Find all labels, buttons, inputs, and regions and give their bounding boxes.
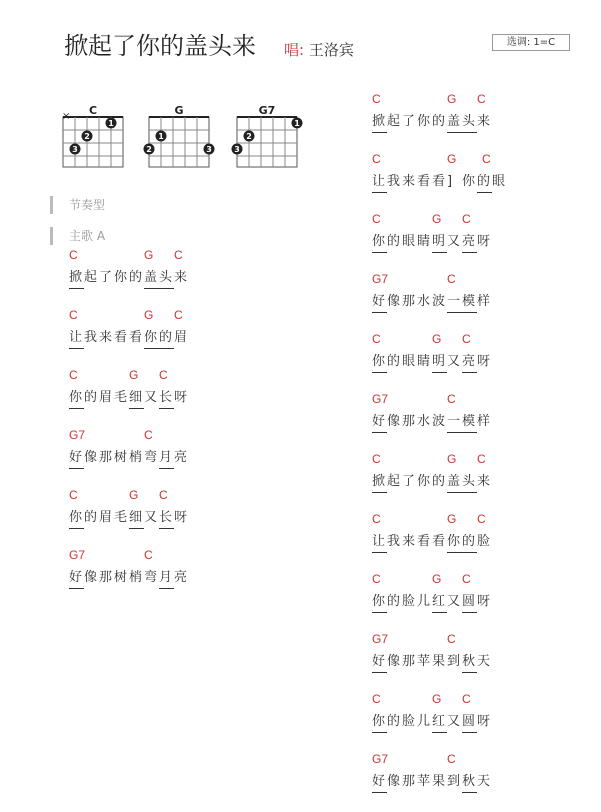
lyric-char: 的 (84, 510, 98, 525)
lyric-char: 弯 (144, 450, 158, 465)
chord-label: C (69, 488, 78, 502)
lyric-char: 你 (69, 508, 84, 529)
chord-label: C (462, 332, 471, 346)
lyric-char: 样 (477, 414, 491, 429)
finger-label: 3 (234, 145, 240, 154)
lyric-char: 掀 (372, 112, 387, 133)
lyric-char: 样 (477, 294, 491, 309)
lyric-char: 红 (432, 592, 447, 613)
lyric-char: 细 (129, 388, 144, 409)
chord-label: C (159, 368, 168, 382)
lyric-char: 你 (144, 328, 159, 349)
lyric-char: 像 (387, 294, 401, 309)
chord-line (372, 452, 507, 468)
lyric-char: 呀 (477, 354, 491, 369)
lyric-char: 来 (402, 174, 416, 189)
chord-label: G (129, 488, 139, 502)
lyric-char: 了 (402, 114, 416, 129)
left-column (69, 248, 189, 608)
lyric-char: 看 (432, 174, 446, 189)
chord-line (69, 488, 189, 504)
chord-line (372, 752, 507, 768)
lyric-line (69, 324, 189, 368)
lyric-char: 苹 (417, 774, 431, 789)
lyric-char: 掀 (372, 472, 387, 493)
chord-line (372, 572, 507, 588)
lyric-line (69, 384, 189, 428)
chord-line (372, 92, 507, 108)
lyric-char: 的 (462, 532, 477, 553)
lyric-char: 又 (447, 234, 461, 249)
chord-line (372, 212, 507, 228)
lyric-line (372, 408, 507, 452)
lyric-line (372, 648, 507, 692)
lyric-char: 梢 (129, 450, 143, 465)
lyric-char: 的 (129, 270, 143, 285)
lyric-char: 让 (69, 328, 84, 349)
lyric-char: 好 (69, 568, 84, 589)
lyric-char: 你 (114, 270, 128, 285)
chord-diagram-g (146, 104, 212, 178)
chord-line (69, 548, 189, 564)
lyric-char: 水 (417, 414, 431, 429)
lyric-char: 你 (69, 388, 84, 409)
lyric-line (372, 288, 507, 332)
lyric-char: 儿 (417, 714, 431, 729)
lyric-char: 到 (447, 774, 461, 789)
finger-label: 2 (146, 145, 152, 154)
chord-name: C (88, 104, 98, 117)
lyric-char: 圆 (462, 712, 477, 733)
lyric-char: 弯 (144, 570, 158, 585)
chord-label: C (69, 308, 78, 322)
singer-label: 唱: (284, 41, 305, 59)
lyric-char: 看 (432, 534, 446, 549)
mute-mark: × (62, 111, 71, 122)
lyric-char: 的 (432, 474, 446, 489)
lyric-char: 又 (447, 594, 461, 609)
lyric-char: 脸 (402, 714, 416, 729)
chord-label: C (447, 632, 456, 646)
chord-line (69, 308, 189, 324)
lyric-char: 眼 (402, 354, 416, 369)
lyric-char: 我 (387, 174, 401, 189)
finger-label: 2 (84, 132, 90, 141)
lyric-char: 树 (114, 570, 128, 585)
lyric-char: 眼 (492, 174, 506, 189)
lyric-char: 那 (402, 414, 416, 429)
chord-label: C (477, 92, 486, 106)
lyric-char: 月 (159, 448, 174, 469)
lyric-char: 头 (462, 112, 477, 133)
chord-label: G7 (372, 632, 389, 646)
chord-label: G (144, 248, 154, 262)
lyric-line (372, 168, 507, 212)
chord-line (372, 332, 507, 348)
lyric-char: 呀 (477, 714, 491, 729)
lyric-char: 我 (84, 330, 98, 345)
lyric-line (69, 264, 189, 308)
chord-label: C (372, 212, 381, 226)
lyric-char: 看 (417, 174, 431, 189)
lyric-char: 明 (432, 352, 447, 373)
lyric-char: 的 (159, 328, 174, 349)
chord-label: C (372, 452, 381, 466)
chord-label: G (144, 308, 154, 322)
lyric-char: 眉 (174, 330, 188, 345)
chord-label: C (372, 572, 381, 586)
song-title: 掀起了你的盖头来 (64, 32, 256, 60)
lyric-line (372, 108, 507, 152)
finger-label: 3 (72, 145, 78, 154)
lyric-char: 又 (144, 510, 158, 525)
lyric-char: 那 (99, 570, 113, 585)
lyric-char: 看 (114, 330, 128, 345)
lyric-char: 来 (477, 474, 491, 489)
lyric-char: 来 (477, 114, 491, 129)
lyric-char: 毛 (114, 510, 128, 525)
lyric-char: 亮 (174, 450, 188, 465)
lyric-char: 你 (447, 532, 462, 553)
lyric-char: 那 (99, 450, 113, 465)
lyric-char: 又 (447, 714, 461, 729)
lyric-char: 了 (99, 270, 113, 285)
chord-label: G (432, 332, 442, 346)
lyric-char: 一 (447, 412, 462, 433)
lyric-char: 水 (417, 294, 431, 309)
lyric-char: 明 (432, 232, 447, 253)
chord-line (69, 248, 189, 264)
lyric-char: 毛 (114, 390, 128, 405)
chord-label: C (477, 452, 486, 466)
lyric-line (372, 588, 507, 632)
chord-label: C (372, 152, 381, 166)
singer (284, 43, 354, 58)
lyric-char: 果 (432, 654, 446, 669)
chord-label: C (372, 332, 381, 346)
chord-label: C (174, 248, 183, 262)
lyric-char: 看 (417, 534, 431, 549)
lyric-char: 苹 (417, 654, 431, 669)
chord-label: G7 (69, 428, 86, 442)
finger-label: 1 (294, 119, 300, 128)
chord-label: G (432, 212, 442, 226)
lyric-char: 看 (129, 330, 143, 345)
section-verse-a: 主歌 A (50, 227, 105, 245)
lyric-char: 你 (372, 592, 387, 613)
lyric-line (372, 348, 507, 392)
chord-label: G (447, 152, 457, 166)
lyric-line (372, 528, 507, 572)
finger-label: 1 (158, 132, 164, 141)
lyric-char: 像 (387, 414, 401, 429)
chord-label: C (447, 272, 456, 286)
chord-line (69, 368, 189, 384)
lyric-char: 你 (417, 474, 431, 489)
finger-label: 2 (246, 132, 252, 141)
lyric-char: 的 (387, 714, 401, 729)
lyric-char: 长 (159, 508, 174, 529)
lyric-char: 模 (462, 292, 477, 313)
lyric-char: 秋 (462, 652, 477, 673)
chord-line (372, 512, 507, 528)
lyric-char: 的 (387, 234, 401, 249)
chord-label: G (129, 368, 139, 382)
lyric-line (69, 444, 189, 488)
chord-grid (236, 116, 298, 172)
lyric-line (372, 468, 507, 512)
chord-label: C (372, 692, 381, 706)
lyric-char: 好 (372, 292, 387, 313)
chord-label: C (447, 392, 456, 406)
chord-label: G (447, 452, 457, 466)
chord-label: C (174, 308, 183, 322)
lyric-char: 来 (402, 534, 416, 549)
chord-label: C (482, 152, 491, 166)
lyric-char: 像 (84, 450, 98, 465)
lyric-char: 呀 (174, 510, 188, 525)
chord-label: G (447, 512, 457, 526)
lyric-char: 脸 (477, 534, 491, 549)
lyric-char: 你 (462, 174, 476, 189)
chord-label: G (432, 692, 442, 706)
lyric-line (69, 564, 189, 608)
lyric-char: 了 (402, 474, 416, 489)
chord-diagram-g7 (234, 104, 300, 178)
chord-grid (62, 111, 124, 172)
lyric-char: 起 (84, 270, 98, 285)
lyric-char: 那 (402, 294, 416, 309)
lyric-char: 头 (462, 472, 477, 493)
chord-label: G (447, 92, 457, 106)
lyric-char: 秋 (462, 772, 477, 793)
chord-line (372, 272, 507, 288)
lyric-line (69, 504, 189, 548)
lyric-char: 梢 (129, 570, 143, 585)
chord-line (372, 692, 507, 708)
lyric-char: 起 (387, 114, 401, 129)
lyric-char: 天 (477, 654, 491, 669)
lyric-char: 你 (372, 232, 387, 253)
section-rhythm: 节奏型 (50, 196, 105, 214)
chord-grid (148, 116, 210, 172)
lyric-char: 细 (129, 508, 144, 529)
lyric-char: 眉 (99, 390, 113, 405)
lyric-char: 那 (402, 774, 416, 789)
lyric-char: 好 (372, 772, 387, 793)
lyric-char: 儿 (417, 594, 431, 609)
lyric-char: 的 (432, 114, 446, 129)
right-column (372, 92, 507, 812)
lyric-char: 的 (387, 594, 401, 609)
lyric-char: 月 (159, 568, 174, 589)
lyric-char: 盖 (144, 268, 159, 289)
lyric-char: 亮 (462, 352, 477, 373)
lyric-char: 呀 (477, 234, 491, 249)
lyric-char: 亮 (462, 232, 477, 253)
lyric-char: 呀 (174, 390, 188, 405)
lyric-char: 睛 (417, 234, 431, 249)
chord-label: C (159, 488, 168, 502)
lyric-char: 波 (432, 414, 446, 429)
lyric-char: 来 (99, 330, 113, 345)
lyric-char: 好 (372, 652, 387, 673)
lyric-char: 起 (387, 474, 401, 489)
chord-label: C (69, 248, 78, 262)
key-selector[interactable]: 选调: 1=C (492, 34, 570, 51)
lyric-char: 眼 (402, 234, 416, 249)
chord-name: G (174, 104, 184, 117)
lyric-char: 的 (477, 172, 492, 193)
lyric-char: 你 (372, 352, 387, 373)
lyric-char: 来 (174, 270, 188, 285)
chord-line (372, 152, 507, 168)
finger-label: 1 (108, 119, 114, 128)
lyric-char: 一 (447, 292, 462, 313)
lyric-line (372, 228, 507, 272)
lyric-char: 亮 (174, 570, 188, 585)
chord-label: G7 (69, 548, 86, 562)
lyric-line (372, 768, 507, 812)
finger-label: 3 (206, 145, 212, 154)
lyric-char: 好 (69, 448, 84, 469)
lyric-char: 像 (84, 570, 98, 585)
chord-line (69, 428, 189, 444)
lyric-char: 盖 (447, 112, 462, 133)
lyric-char: 掀 (69, 268, 84, 289)
lyric-char: 让 (372, 172, 387, 193)
lyric-char: 像 (387, 774, 401, 789)
lyric-char: 又 (144, 390, 158, 405)
chord-label: C (144, 548, 153, 562)
lyric-char: 眉 (99, 510, 113, 525)
chord-diagram-c (62, 104, 126, 178)
chord-line (372, 632, 507, 648)
chord-label: C (144, 428, 153, 442)
chord-label: C (462, 692, 471, 706)
chord-label: C (477, 512, 486, 526)
lyric-char: 脸 (402, 594, 416, 609)
lyric-char: 睛 (417, 354, 431, 369)
lyric-char: 那 (402, 654, 416, 669)
chord-label: C (372, 92, 381, 106)
chord-line (372, 392, 507, 408)
lyric-char: 像 (387, 654, 401, 669)
singer-name: 王洛宾 (308, 41, 354, 59)
chord-label: G (432, 572, 442, 586)
lyric-char: 波 (432, 294, 446, 309)
lyric-char: 果 (432, 774, 446, 789)
lyric-char: 红 (432, 712, 447, 733)
lyric-char: 树 (114, 450, 128, 465)
lyric-char: 好 (372, 412, 387, 433)
lyric-char: 盖 (447, 472, 462, 493)
lyric-char: 头 (159, 268, 174, 289)
lyric-char: 让 (372, 532, 387, 553)
lyric-char: 你 (372, 712, 387, 733)
lyric-char: 到 (447, 654, 461, 669)
lyric-line (372, 708, 507, 752)
lyric-char: 你 (417, 114, 431, 129)
chord-label: C (372, 512, 381, 526)
lyric-char: 我 (387, 534, 401, 549)
chord-label: C (69, 368, 78, 382)
lyric-char: 长 (159, 388, 174, 409)
chord-label: G7 (372, 392, 389, 406)
lyric-char: 圆 (462, 592, 477, 613)
lyric-char: 天 (477, 774, 491, 789)
chord-label: G7 (372, 272, 389, 286)
lyric-char: 又 (447, 354, 461, 369)
lyric-char: 的 (84, 390, 98, 405)
lyric-char: 模 (462, 412, 477, 433)
lyric-char: 呀 (477, 594, 491, 609)
chord-label: C (462, 572, 471, 586)
chord-name: G7 (258, 104, 276, 117)
lyric-char: ] (447, 174, 453, 189)
chord-label: G7 (372, 752, 389, 766)
lyric-char: 的 (387, 354, 401, 369)
chord-label: C (447, 752, 456, 766)
chord-label: C (462, 212, 471, 226)
